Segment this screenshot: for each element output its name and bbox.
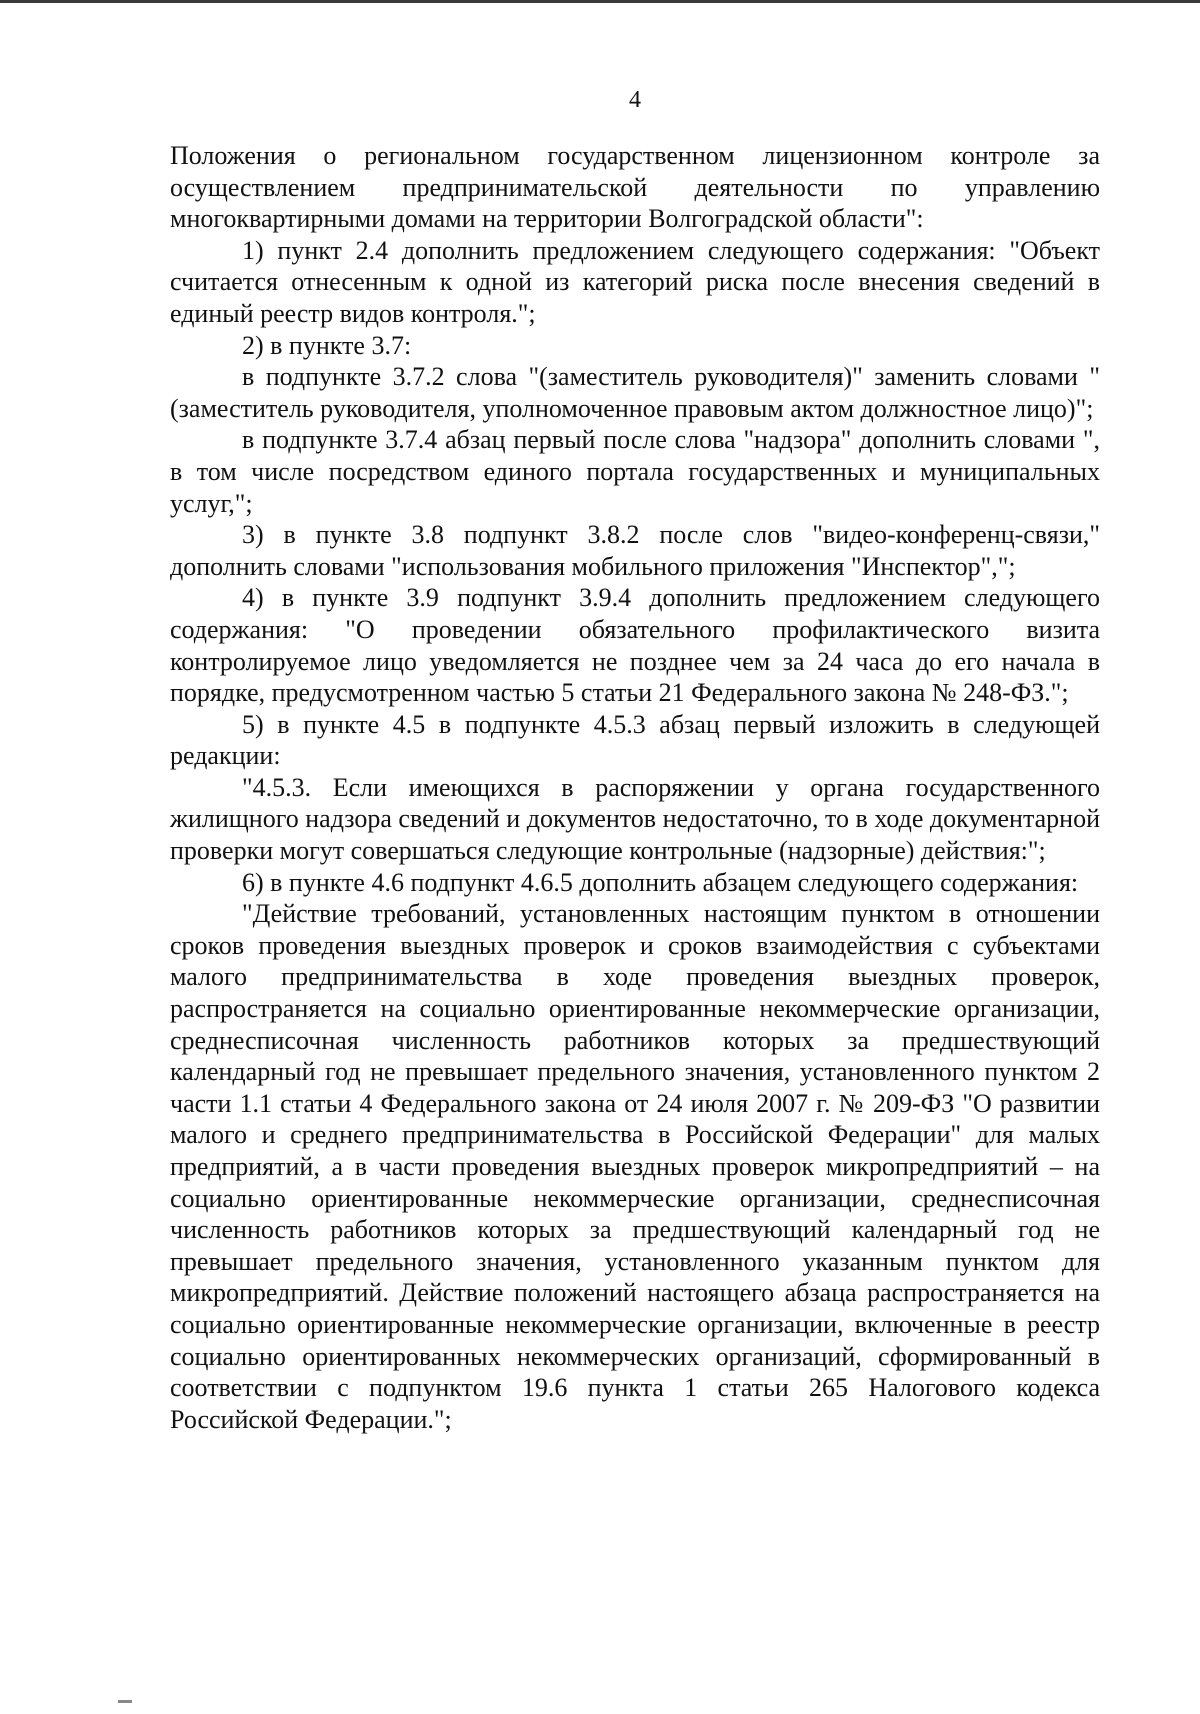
document-body	[170, 140, 1100, 1435]
page-number: 4	[629, 87, 641, 113]
paragraph: Положения о региональном государственном лицензионном контроле за осуществлением предпринимательской деятельности по управлению многоквартирными домами на территории Волгоградской области":	[170, 141, 1100, 234]
paragraph: 1) пункт 2.4 дополнить предложением следующего содержания: "Объект считается отнесенным к одной из категорий риска после внесения сведений в единый реестр видов контроля.";	[170, 235, 1100, 328]
paragraph: "4.5.3. Если имеющихся в распоряжении у органа государственного жилищного надзора сведений и документов недостаточно, то в ходе документарной проверки могут совершаться следующие контрольные (надзорные) действия:";	[170, 772, 1100, 866]
paragraph: 3) в пункте 3.8 подпункт 3.8.2 после слов "видео-конференц-связи," дополнить словами "использования мобильного приложения "Инспектор",";	[170, 520, 1100, 581]
paragraph: 4) в пункте 3.9 подпункт 3.9.4 дополнить предложением следующего содержания: "О проведении обязательного профилактического визита контролируемое лицо уведомляется не позднее чем за 24 часа до его начала в порядке, предусмотренном частью 5 статьи 21 Федерального закона № 248-ФЗ.";	[170, 583, 1100, 708]
paragraph: "Действие требований, установленных настоящим пунктом в отношении сроков проведения выездных проверок и сроков взаимодействия с субъектами малого предпринимательства в ходе проведения выездных проверок, распространяется на социально ориентированные некоммерческие организации, среднесписочная численность работников которых за предшествующий календарный год не превышает предельного значения, установленного пунктом 2 части 1.1 статьи 4 Федерального закона от 24 июля 2007 г. № 209-ФЗ "О развитии малого и среднего предпринимательства в Российской Федерации" для малых предприятий, а в части проведения выездных проверок микропредприятий – на социально ориентированные некоммерческие организации, среднесписочная численность работников которых за предшествующий календарный год не превышает предельного значения, установленного указанным пунктом для микропредприятий. Действие положений настоящего абзаца распространяется на социально ориентированные некоммерческие организации, включенные в реестр социально ориентированных некоммерческих организаций, сформированный в соответствии с подпунктом 19.6 пункта 1 статьи 265 Налогового кодекса Российской Федерации.";	[170, 899, 1100, 1434]
paragraph: 6) в пункте 4.6 подпункт 4.6.5 дополнить абзацем следующего содержания:	[242, 867, 1079, 897]
paragraph: 2) в пункте 3.7:	[242, 330, 412, 360]
paragraph: 5) в пункте 4.5 в подпункте 4.5.3 абзац первый изложить в следующей редакции:	[170, 709, 1100, 771]
scan-mark	[118, 1700, 132, 1703]
paragraph: в подпункте 3.7.4 абзац первый после слова "надзора" дополнить словами ", в том числе посредством единого портала государственных и муниципальных услуг,";	[170, 425, 1100, 518]
scan-edge	[0, 0, 1200, 3]
paragraph: в подпункте 3.7.2 слова "(заместитель руководителя)" заменить словами "(заместитель руководителя, уполномоченное правовым актом должностное лицо)";	[170, 362, 1100, 423]
